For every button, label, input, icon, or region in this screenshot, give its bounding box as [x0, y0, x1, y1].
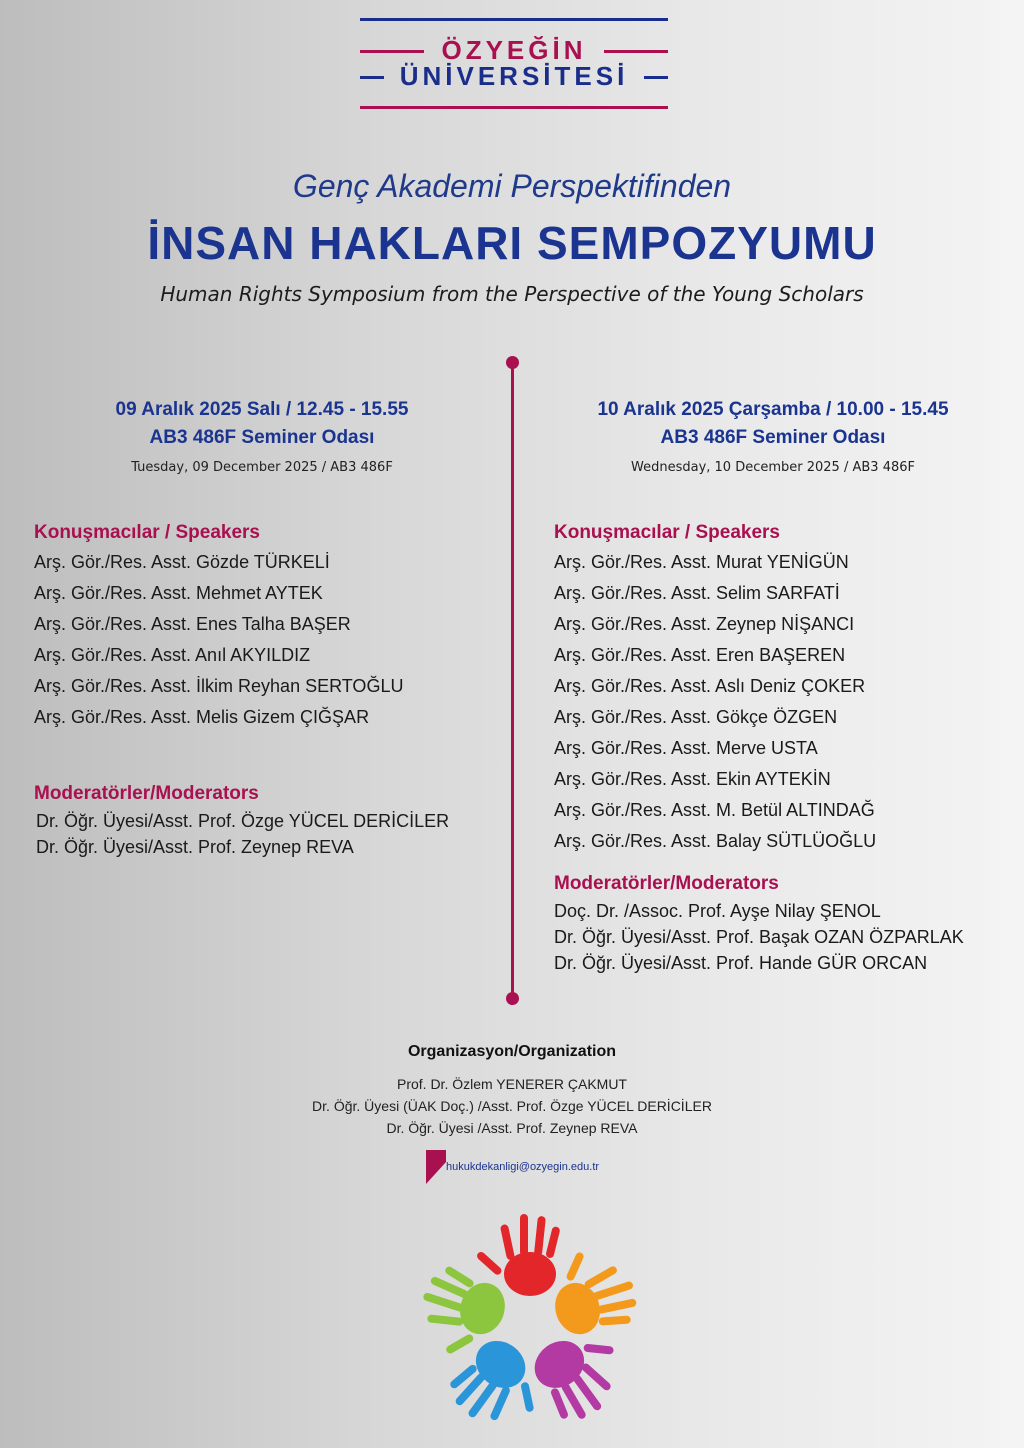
list-item: Arş. Gör./Res. Asst. Balay SÜTLÜOĞLU — [554, 831, 877, 851]
event-english-title: Human Rights Symposium from the Perspective of the Young Scholars — [160, 282, 864, 306]
list-item: Dr. Öğr. Üyesi/Asst. Prof. Zeynep REVA — [36, 837, 354, 857]
day1-english: Tuesday, 09 December 2025 / AB3 486F — [131, 460, 393, 475]
list-item: Dr. Öğr. Üyesi /Asst. Prof. Zeynep REVA — [386, 1120, 638, 1136]
day2-moderators-heading: Moderatörler/Moderators — [554, 873, 779, 894]
day2-moderators-list — [554, 900, 964, 978]
list-item: Arş. Gör./Res. Asst. Selim SARFATİ — [554, 583, 840, 603]
day2-speakers-heading: Konuşmacılar / Speakers — [554, 522, 780, 543]
list-item: Arş. Gör./Res. Asst. Aslı Deniz ÇOKER — [554, 676, 866, 696]
day1-header — [40, 396, 484, 475]
list-item: Arş. Gör./Res. Asst. Ekin AYTEKİN — [554, 769, 831, 789]
list-item: Arş. Gör./Res. Asst. Anıl AKYILDIZ — [34, 645, 311, 665]
list-item: Arş. Gör./Res. Asst. Enes Talha BAŞER — [34, 614, 351, 634]
logo-line2: ÜNİVERSİTESİ — [399, 61, 629, 91]
list-item: Dr. Öğr. Üyesi/Asst. Prof. Başak OZAN ÖZPARLAK — [554, 927, 964, 947]
logo-top-rule — [360, 18, 668, 21]
list-item: Dr. Öğr. Üyesi/Asst. Prof. Hande GÜR ORCAN — [554, 953, 928, 973]
list-item: Prof. Dr. Özlem YENERER ÇAKMUT — [396, 1076, 627, 1092]
list-item: Arş. Gör./Res. Asst. Merve USTA — [554, 738, 818, 758]
divider-top-dot — [506, 356, 519, 369]
list-item: Arş. Gör./Res. Asst. Zeynep NİŞANCI — [554, 614, 855, 634]
list-item: Dr. Öğr. Üyesi (ÜAK Doç.) /Asst. Prof. Özge YÜCEL DERİCİLER — [312, 1098, 712, 1114]
day1-date-time: 09 Aralık 2025 Salı / 12.45 - 15.55 — [115, 399, 409, 420]
day2-room: AB3 486F Seminer Odası — [660, 427, 886, 448]
list-item: Arş. Gör./Res. Asst. M. Betül ALTINDAĞ — [554, 800, 875, 820]
day1-moderators-heading: Moderatörler/Moderators — [34, 783, 259, 804]
list-item: Arş. Gör./Res. Asst. Gökçe ÖZGEN — [554, 707, 838, 727]
center-divider — [511, 362, 514, 998]
list-item: Doç. Dr. /Assoc. Prof. Ayşe Nilay ŞENOL — [554, 901, 881, 921]
list-item: Arş. Gör./Res. Asst. İlkim Reyhan SERTOĞLU — [34, 676, 404, 696]
day2-speakers-list — [554, 551, 876, 861]
day2-date-time: 10 Aralık 2025 Çarşamba / 10.00 - 15.45 — [597, 399, 949, 420]
hands-circle-illustration — [412, 1208, 648, 1440]
day2-english: Wednesday, 10 December 2025 / AB3 486F — [631, 460, 915, 475]
day1-room: AB3 486F Seminer Odası — [149, 427, 375, 448]
logo-bottom-rule — [360, 106, 668, 109]
list-item: Arş. Gör./Res. Asst. Murat YENİGÜN — [554, 552, 849, 572]
day1-speakers-list — [34, 551, 403, 737]
event-subtitle: Genç Akademi Perspektifinden — [292, 168, 732, 204]
list-item: Arş. Gör./Res. Asst. Melis Gizem ÇIĞŞAR — [34, 707, 370, 727]
day1-moderators-list — [36, 810, 449, 862]
list-item: Arş. Gör./Res. Asst. Mehmet AYTEK — [34, 583, 323, 603]
day1-speakers-heading: Konuşmacılar / Speakers — [34, 522, 260, 543]
logo-line1: ÖZYEĞİN — [441, 35, 587, 65]
orange-hand-icon — [540, 1238, 644, 1344]
event-title: İNSAN HAKLARI SEMPOZYUMU — [147, 217, 877, 269]
list-item: Dr. Öğr. Üyesi/Asst. Prof. Özge YÜCEL DERİCİLER — [36, 811, 450, 831]
email-arrow-icon — [426, 1150, 446, 1184]
email-link[interactable]: hukukdekanligi@ozyegin.edu.tr — [446, 1161, 600, 1173]
organization-heading: Organizasyon/Organization — [407, 1043, 617, 1060]
list-item: Arş. Gör./Res. Asst. Eren BAŞEREN — [554, 645, 846, 665]
divider-bottom-dot — [506, 992, 519, 1005]
day2-header — [540, 396, 1006, 475]
list-item: Arş. Gör./Res. Asst. Gözde TÜRKELİ — [34, 552, 330, 572]
organization-list — [0, 1073, 1024, 1139]
